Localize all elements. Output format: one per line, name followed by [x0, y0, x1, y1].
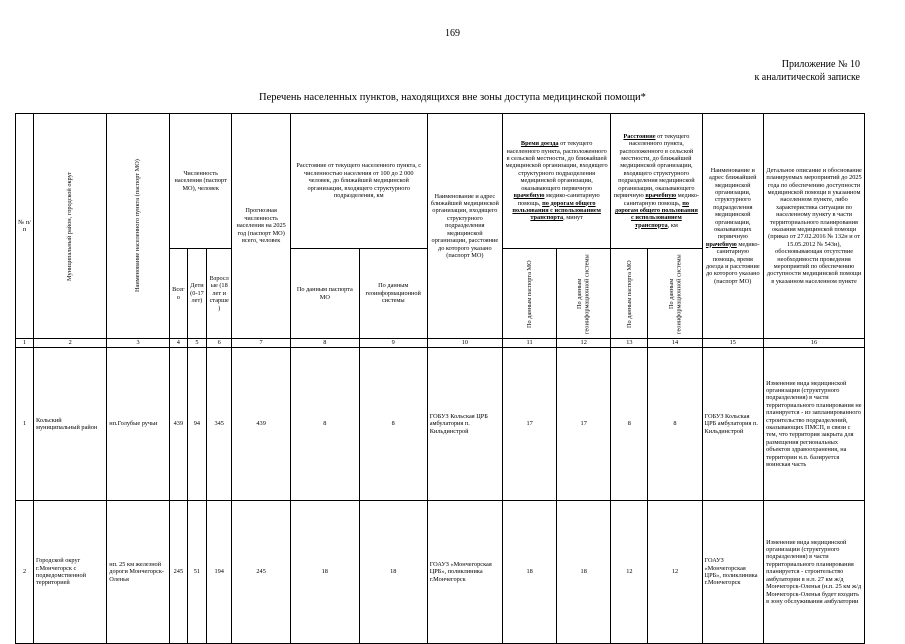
column-number: 1 [16, 339, 34, 348]
settlements-table [15, 113, 865, 644]
cell-primary-mo: ГОАУЗ «Мончегорская ЦРБ», поликлиника г.Мончегорск [702, 501, 764, 644]
column-number: 5 [187, 339, 206, 348]
cell-total: 245 [169, 501, 187, 644]
column-number: 4 [169, 339, 187, 348]
cell-time-gis: 18 [557, 501, 611, 644]
cell-primary-mo: ГОБУЗ Кольская ЦРБ амбулатория п. Кильдинстрой [702, 348, 764, 501]
header-total: Всего [169, 249, 187, 339]
column-number: 6 [206, 339, 231, 348]
cell-district: Городской округ г.Мончегорск с подведомственной территорией [34, 501, 107, 644]
cell-dist-gis: 18 [359, 501, 427, 644]
table-row [16, 348, 865, 501]
column-number: 16 [764, 339, 865, 348]
appendix-line-2: к аналитической записке [754, 72, 860, 83]
header-km-passport: По данным паспорта МО [611, 249, 648, 339]
header-travel-time-group: Время доезда от текущего населенного пункта, расположенного в сельской местности, до ближайшей медицинской организации, входящего структурного подразделения медицинской организации, оказывающего первичную врачебную медико-санитарную помощь, по дорогам общего пользования с использованием транспорта, минут [503, 114, 611, 249]
column-number: 10 [427, 339, 502, 348]
column-number: 15 [702, 339, 764, 348]
cell-adults: 194 [206, 501, 231, 644]
table-row [16, 501, 865, 644]
cell-dist-gis: 8 [359, 348, 427, 501]
column-number: 14 [648, 339, 702, 348]
header-adults: Взрослые (18 лет и старше) [206, 249, 231, 339]
column-number: 13 [611, 339, 648, 348]
column-number: 2 [34, 339, 107, 348]
column-number: 3 [107, 339, 170, 348]
cell-forecast: 439 [232, 348, 290, 501]
header-time-passport: По данным паспорта МО [503, 249, 557, 339]
cell-forecast: 245 [232, 501, 290, 644]
header-dist-gis: По данным геоинформационной системы [359, 249, 427, 339]
column-number: 12 [557, 339, 611, 348]
cell-settlement: нп. 25 км железной дороги Мончегорск-Оленья [107, 501, 170, 644]
appendix-label [754, 58, 860, 84]
column-numbers-row [16, 339, 865, 348]
header-road-distance-group: Расстояние от текущего населенного пункта, расположенного в сельской местности, до ближайшей медицинской организации, входящего структурного подразделения медицинской организации, оказывающего первичную врачебную медико-санитарную помощь, по дорогам общего пользования с использованием транспорта, км [611, 114, 702, 249]
cell-number: 1 [16, 348, 34, 501]
cell-description: Изменение вида медицинской организации (структурного подразделения) в части территориального планирования планируется - строительство амбулатории в н.п. 27 км ж/д Мончегорск-Оленья (н.п. 25 км ж/д Мончегорск-Оленья будет входить в зону обслуживания амбулатории [764, 501, 865, 644]
document-title: Перечень населенных пунктов, находящихся вне зоны доступа медицинской помощи* [259, 92, 646, 103]
cell-time-gis: 17 [557, 348, 611, 501]
cell-km-passport: 8 [611, 348, 648, 501]
header-district: Муниципальный район, городской округ [34, 114, 107, 339]
header-forecast: Прогнозная численность населения на 2025 год (паспорт МО) всего, человек [232, 114, 290, 339]
header-population-group: Численность населения (паспорт МО), человек [169, 114, 232, 249]
cell-number: 2 [16, 501, 34, 644]
cell-km-gis: 12 [648, 501, 702, 644]
cell-km-gis: 8 [648, 348, 702, 501]
cell-km-passport: 12 [611, 501, 648, 644]
header-primary-mo: Наименование и адрес ближайшей медицинской организации, структурного подразделения медицинской организации, оказывающих первичную врачебную медико-санитарную помощь, время доезда и расстояние до которого указано (паспорт МО) [702, 114, 764, 339]
header-nearest-mo: Наименование и адрес ближайшей медицинской организации, входящего структурного подразделения медицинской организации, расстояние до которого указано (паспорт МО) [427, 114, 502, 339]
cell-time-passport: 17 [503, 348, 557, 501]
cell-dist-passport: 8 [290, 348, 359, 501]
cell-nearest-mo: ГОАУЗ «Мончегорская ЦРБ», поликлиника г.Мончегорск [427, 501, 502, 644]
header-description: Детальное описание и обоснование планируемых мероприятий до 2025 года по обеспечению доступности медицинской помощи в указанном населенном пункте, либо характеристика ситуации по населенному пункту в части территориального планирования оказания медицинской помощи (приказ от 27.02.2016 № 132н и от 15.05.2012 № 543н), обосновывающая отсутствие необходимости проведения мероприятий по обеспечению доступности медицинской помощи в указанном населенном пункте [764, 114, 865, 339]
page-number: 169 [445, 28, 460, 39]
cell-children: 94 [187, 348, 206, 501]
appendix-line-1: Приложение № 10 [781, 59, 860, 70]
header-dist-passport: По данным паспорта МО [290, 249, 359, 339]
cell-adults: 345 [206, 348, 231, 501]
header-number: № п/п [16, 114, 34, 339]
cell-description: Изменение вида медицинской организации (структурного подразделения) в части территориального планирования не планируется - из запланированного строительство подразделений, оказывающих ПМСП, в связи с тем, что территория закрыта для размещения региональных объектов здравоохранения, на территории н.п. базируется воинская часть [764, 348, 865, 501]
column-number: 9 [359, 339, 427, 348]
header-children: Дети (0-17 лет) [187, 249, 206, 339]
header-distance-group: Расстояние от текущего населенного пункта, с численностью населения от 100 до 2 000 человек, до ближайшей медицинской организации, входящего структурного подразделения, км [290, 114, 427, 249]
cell-settlement: нп.Голубые ручьи [107, 348, 170, 501]
cell-time-passport: 18 [503, 501, 557, 644]
cell-dist-passport: 18 [290, 501, 359, 644]
header-km-gis: По данным геоинформационной системы [648, 249, 702, 339]
cell-district: Кольский муниципальный район [34, 348, 107, 501]
column-number: 11 [503, 339, 557, 348]
cell-nearest-mo: ГОБУЗ Кольская ЦРБ амбулатория п. Кильдинстрой [427, 348, 502, 501]
cell-children: 51 [187, 501, 206, 644]
column-number: 8 [290, 339, 359, 348]
cell-total: 439 [169, 348, 187, 501]
header-settlement: Наименование населенного пункта (паспорт МО) [107, 114, 170, 339]
header-time-gis: По данным геоинформационной системы [557, 249, 611, 339]
column-number: 7 [232, 339, 290, 348]
